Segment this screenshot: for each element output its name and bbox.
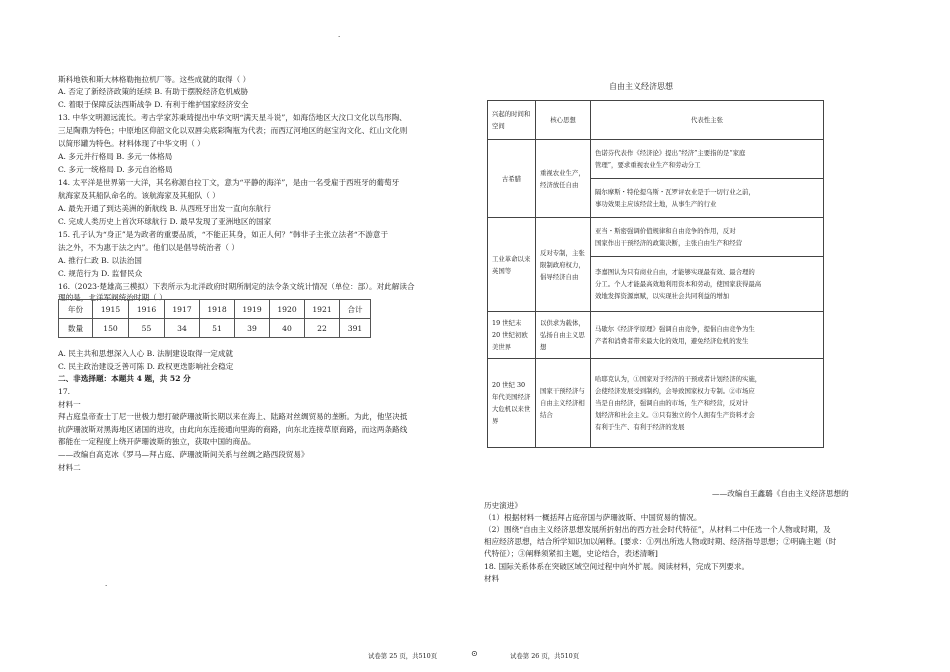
table-cell: 数量 <box>59 319 93 338</box>
table-cell: 国家干预经济与自由主义经济相结合 <box>536 359 591 448</box>
text-line: 15. 孔子认为“身正”是为政者的重要品质，“不能正其身，如正人何？”韩非子主张立法者“不游意于 <box>58 230 389 239</box>
text-line: 航海家及其船队命名的。该航海家及其船队（ ） <box>58 191 220 200</box>
table-cell: 1920 <box>270 300 305 319</box>
binding-mark-icon: ⊙ <box>471 649 478 658</box>
table-cell <box>591 140 824 179</box>
text-line: 斯科地铁和斯大林格勒拖拉机厂等。这些成就的取得（ ） <box>58 75 251 84</box>
table-cell: 391 <box>340 319 371 338</box>
table-cell: 1915 <box>93 300 129 319</box>
claim-line: 李嘉图认为只有商业自由，才能够实现最有效、最合理的 <box>595 268 755 276</box>
table-cell: 22 <box>305 319 340 338</box>
claim-line: 有利于生产、有利于经济的发展 <box>595 423 685 431</box>
claim-line: 效地发挥资源禀赋，以实现社会共同利益的增加 <box>595 292 730 300</box>
table-cell: 重视农业生产，经济放任自由 <box>536 140 591 218</box>
claim-line: 管理”，要求重视农业生产和劳动分工 <box>595 161 701 169</box>
law-statistics-table <box>58 299 371 338</box>
table-cell <box>591 312 824 359</box>
text-line: A. 最先开通了到达美洲的新航线 B. 从西班牙出发一直向东航行 <box>58 204 271 213</box>
table-cell: 合计 <box>340 300 371 319</box>
material-label: 材料二 <box>58 463 81 472</box>
text-line: 13. 中华文明源远流长。考古学家苏秉琦提出中华文明“满天星斗说”，如海岱地区大汶口文化以鸟形陶、 <box>58 113 407 122</box>
table-row <box>59 319 371 338</box>
claim-line: 哈耶克认为，①国家对于经济的干预或者计划经济的实施， <box>595 375 762 383</box>
table-row <box>488 218 824 257</box>
header-cell: 兴起的时间和空间 <box>488 101 536 140</box>
text-line: 以简形罐为特色。材料体现了中华文明（ ） <box>58 139 205 148</box>
text-line: 理的是，北洋军阀统治时期（ ） <box>58 293 167 302</box>
claim-line: 会使经济发展受到制约，会导致国家权力专制。②市场应 <box>595 387 755 395</box>
liberal-economics-table <box>487 100 824 448</box>
text-line: 抗萨珊波斯对黑海地区诸国的进攻，由此向东连接通向里海的商路，向东北连接草原商路，而这两条路线 <box>58 425 408 434</box>
claim-line: 马歇尔《经济学原理》强调自由竞争，提倡自由竞争为生 <box>595 325 755 333</box>
text-line: A. 多元并行格局 B. 多元一体格局 <box>58 152 173 161</box>
table-cell: 34 <box>165 319 200 338</box>
table-cell: 年份 <box>59 300 93 319</box>
table-cell: 1919 <box>235 300 270 319</box>
text-line: 都能在一定程度上绕开萨珊波斯的独立，获取中国的商品。 <box>58 437 256 446</box>
text-line: C. 着眼于保障反法西斯战争 D. 有利于维护国家经济安全 <box>58 100 249 109</box>
claim-line: 色诺芬代表作《经济论》提出“经济”主要指的是“家庭 <box>595 149 746 157</box>
bottom-dot: . <box>105 580 108 588</box>
option-line: A. 民主共和思想深入人心 B. 法制建设取得一定成就 <box>58 349 234 358</box>
option-line: C. 民主政治建设乏善可陈 D. 政权更迭影响社会稳定 <box>58 362 234 371</box>
claim-line: 产者和消费者带来最大化的效用，避免经济危机的发生 <box>595 337 749 345</box>
claim-line: 划经济和社会主义。③只有独立的个人拥有生产资料才会 <box>595 411 755 419</box>
table-row <box>59 300 371 319</box>
text-line: （2）围绕“自由主义经济思想发展所折射出的西方社会时代特征”，从材料二中任选一个人物或时期，及 <box>484 525 831 534</box>
table-cell: 古希腊 <box>488 140 536 218</box>
header-cell: 核心思想 <box>536 101 591 140</box>
source-line: ——改编自高克冰《罗马—拜占庭、萨珊波斯间关系与丝绸之路西段贸易》 <box>58 450 309 459</box>
table-header-row <box>488 101 824 140</box>
text-line: C. 规范行为 D. 监督民众 <box>58 269 143 278</box>
top-dot: . <box>338 31 341 39</box>
text-line: A. 否定了新经济政策的延续 B. 有助于摆脱经济危机威胁 <box>58 87 249 96</box>
table-row <box>488 312 824 359</box>
material-label: 材料一 <box>58 400 81 409</box>
claim-line: 分工。个人才能最高效地利用资本和劳动，使国家获得最高 <box>595 280 762 288</box>
claim-line: 亚当・斯密强调价值规律和自由竞争的作用，反对 <box>595 227 736 235</box>
text-line: C. 多元一统格局 D. 多元自治格局 <box>58 165 173 174</box>
material-label: 材料 <box>484 574 500 583</box>
table-cell: 反对专制，主张限制政府权力，倡导经济自由 <box>536 218 591 312</box>
table-cell: 1916 <box>129 300 165 319</box>
table-cell: 55 <box>129 319 165 338</box>
page-number-right: 试卷第 26 页，共510页 <box>510 652 580 660</box>
text-line: A. 推行仁政 B. 以法治国 <box>58 256 142 265</box>
table-cell: 40 <box>270 319 305 338</box>
table-cell: 1918 <box>200 300 235 319</box>
text-line: C. 完成人类历史上首次环球航行 D. 最早发现了亚洲地区的国家 <box>58 217 272 226</box>
table-cell: 1917 <box>165 300 200 319</box>
text-line: 16.（2023·楚雄高三模拟）下表所示为北洋政府时期所制定的法令条文统计情况（单位：部）。对此解读合 <box>58 282 415 291</box>
text-line: 拜占庭皇帝查士丁尼一世极力想打破萨珊波斯长期以来在海上、陆路对丝绸贸易的垄断。为此，他坚决抵 <box>58 412 408 421</box>
question-number: 17. <box>58 387 71 396</box>
table-cell <box>591 218 824 257</box>
table-cell: 150 <box>93 319 129 338</box>
text-line: 相应经济思想，结合所学知识加以阐释。[要求：①列出所选人物或时期、经济指导思想；②明确主题（时 <box>484 537 837 546</box>
table-cell: 39 <box>235 319 270 338</box>
header-cell: 代表性主张 <box>591 101 824 140</box>
page-number-left: 试卷第 25 页，共510页 <box>368 652 438 660</box>
table-title: 自由主义经济思想 <box>609 82 673 91</box>
table-cell <box>591 179 824 218</box>
claim-line: 隔尔摩斯・特伦提乌斯・瓦罗评农业是于一切行业之前， <box>595 188 755 196</box>
section-heading: 二、非选择题：本题共 4 题，共 52 分 <box>58 374 191 383</box>
table-row <box>488 359 824 448</box>
text-line: 14. 太平洋是世界第一大洋，其名称源自拉丁文，意为“平静的海洋”，是由一名受雇于西班牙的葡萄牙 <box>58 178 400 187</box>
source-line: ——改编自王鑫璐《自由主义经济思想的 <box>712 489 849 498</box>
table-row <box>488 140 824 179</box>
claim-line: 事功效果主应该经营土地，从事生产的行业 <box>595 200 717 208</box>
text-line: 三足陶鼎为特色；中原地区仰韶文化以双唇尖底彩陶瓶为代表；而西辽河地区的赵宝沟文化、红山文化则 <box>58 126 408 135</box>
text-line: 法之外，不为惠于法之内”。他们以是倡导统治者（ ） <box>58 243 239 252</box>
table-cell: 1921 <box>305 300 340 319</box>
text-line: 18. 国际关系体系在突破区域空间过程中向外扩展。阅读材料，完成下列要求。 <box>484 562 750 571</box>
text-line: 历史演进》 <box>484 501 522 510</box>
table-cell: 20 世纪 30 年代美国经济大危机以来世界 <box>488 359 536 448</box>
claim-line: 国家作出干预经济的政策决断，主张自由生产和经营 <box>595 239 742 247</box>
table-cell: 19 世纪末 20 世纪初欧美世界 <box>488 312 536 359</box>
text-line: 代特征）；③阐释须紧扣主题，史论结合，表述清晰] <box>484 549 658 558</box>
table-cell: 51 <box>200 319 235 338</box>
table-cell <box>591 257 824 312</box>
table-cell: 以供求为载体，弘扬自由主义思想 <box>536 312 591 359</box>
claim-line: 当是自由经济，强调自由的市场，生产和经营，反对计 <box>595 399 749 407</box>
table-cell <box>591 359 824 448</box>
table-cell: 工业革命以来英国等 <box>488 218 536 312</box>
text-line: （1）根据材料一概括拜占庭帝国与萨珊波斯、中国贸易的情况。 <box>484 513 702 522</box>
